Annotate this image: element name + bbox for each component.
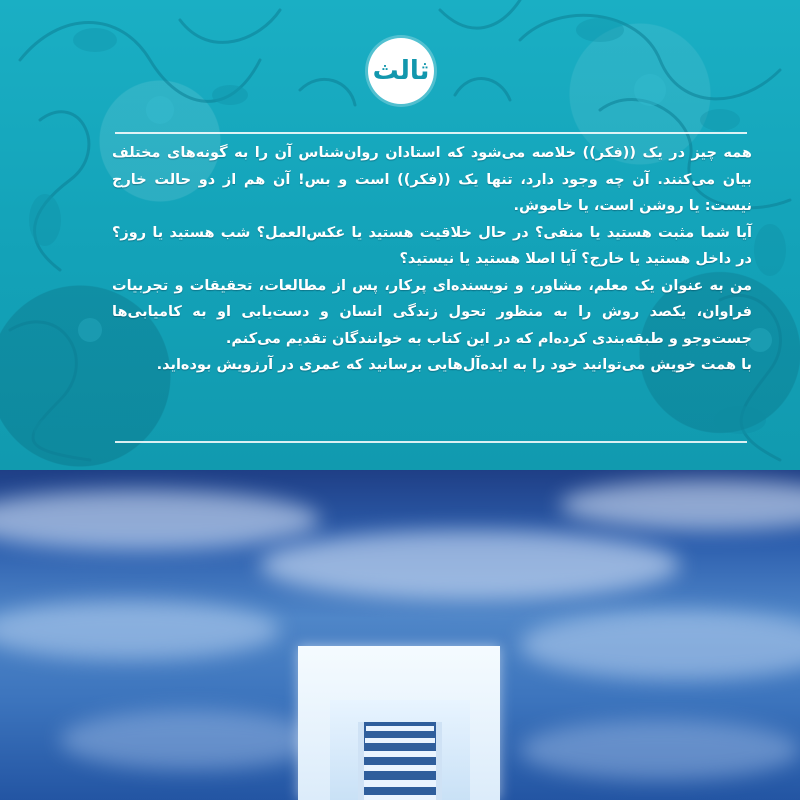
blurb-paragraph-4: با همت خویش می‌توانید خود را به ایده‌آل‌هایی برسانید که عمری در آرزویش بوده‌اید. — [156, 357, 752, 373]
blurb-paragraph-2: آیا شما مثبت هستید یا منفی؟ در حال خلاقیت هستید یا عکس‌العمل؟ شب هستید یا روز؟ در داخل هستید یا خارج؟ آیا اصلا هستید یا نیستید؟ — [112, 224, 752, 267]
cloud — [60, 710, 320, 770]
cloud — [560, 480, 800, 530]
cloud — [260, 530, 680, 600]
blurb-paragraph-3: من به عنوان یک معلم، مشاور، و نویسنده‌ای پرکار، پس از مطالعات، تحقیقات و تجربیات فراوان، یکصد روش را به منظور تحول زندگی انسان و دست‌یابی او به کامیابی‌ها جست‌وجو و طبقه‌بندی کرده‌ام که در این کتاب به خوانندگان تقدیم می‌کنم. — [112, 277, 752, 347]
cloud — [0, 490, 320, 550]
cloud — [520, 720, 800, 780]
cloud — [0, 600, 280, 660]
blurb-paragraph-1: همه چیز در یک ((فکر)) خلاصه می‌شود که استادان روان‌شناس آن را به گونه‌های مختلف بیان می‌کنند. آن چه وجود دارد، تنها یک ((فکر)) است و بس! آن هم از دو حالت خارج نیست: یا روشن است، یا خاموش. — [112, 145, 752, 214]
divider-bottom — [115, 441, 747, 443]
divider-top — [115, 132, 747, 134]
cloud — [520, 610, 800, 680]
stairs-illustration — [346, 722, 454, 800]
publisher-logo — [368, 38, 434, 104]
publisher-logo-text: ثالث — [372, 56, 430, 86]
blurb-text — [112, 140, 752, 379]
